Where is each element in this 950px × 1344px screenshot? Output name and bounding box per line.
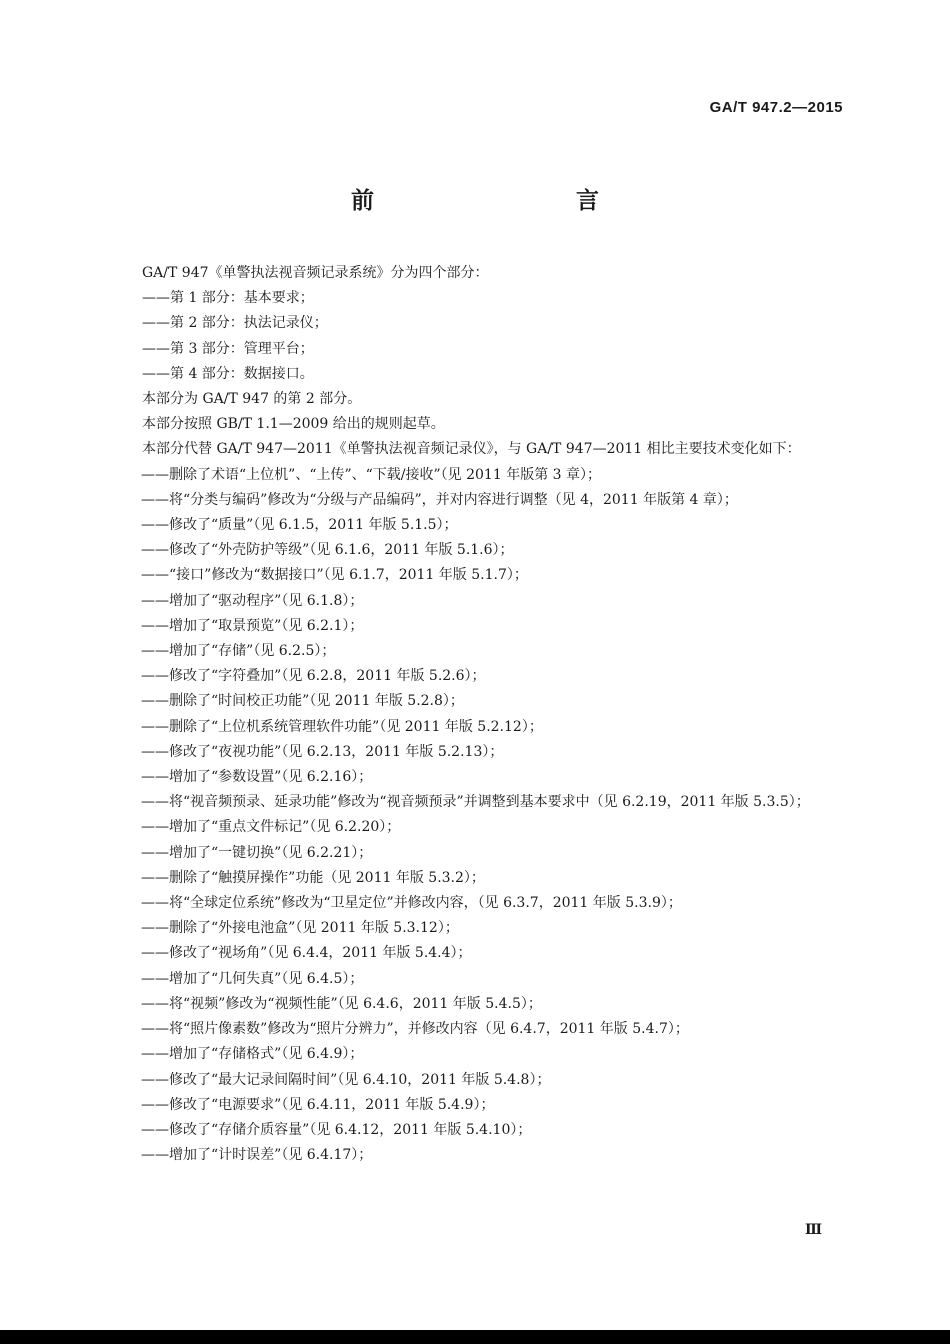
part-item: ——第 3 部分：管理平台； (142, 340, 314, 357)
change-item: ——修改了“字符叠加”（见 6.2.8，2011 年版 5.2.6）； (141, 668, 486, 685)
page-title: 前 言 (351, 188, 651, 214)
change-item: ——增加了“几何失真”（见 6.4.5）； (141, 970, 364, 987)
change-item: ——修改了“最大记录间隔时间”（见 6.4.10，2011 年版 5.4.8）； (141, 1071, 551, 1088)
document-code: GA/T 947.2—2015 (709, 99, 843, 116)
change-item: ——删除了“时间校正功能”（见 2011 年版 5.2.8）； (141, 693, 464, 710)
drafting-paragraph: 本部分按照 GB/T 1.1—2009 给出的规则起草。 (142, 416, 445, 433)
page-number: Ⅲ (804, 1223, 822, 1238)
preface-body (109, 261, 844, 1168)
scope-paragraph: 本部分为 GA/T 947 的第 2 部分。 (142, 391, 362, 408)
part-item: ——第 1 部分：基本要求； (142, 290, 314, 307)
intro-paragraph: GA/T 947《单警执法视音频记录系统》分为四个部分： (142, 265, 489, 281)
change-item: ——删除了术语“上位机”、“上传”、“下载/接收”（见 2011 年版第 3 章）； (141, 466, 601, 483)
change-item: ——修改了“视场角”（见 6.4.4，2011 年版 5.4.4）； (141, 945, 472, 962)
change-item: ——将“全球定位系统”修改为“卫星定位”并修改内容，（见 6.3.7，2011 年版 5.3.9）； (141, 895, 682, 912)
bottom-border-bar (0, 1330, 950, 1344)
change-item: ——将“分类与编码”修改为“分级与产品编码”，并对内容进行调整（见 4，2011 年版第 4 章）； (141, 491, 738, 508)
change-item: ——修改了“存储介质容量”（见 6.4.12，2011 年版 5.4.10）； (141, 1121, 532, 1138)
change-item: ——修改了“质量”（见 6.1.5，2011 年版 5.1.5）； (141, 517, 458, 534)
change-item: ——增加了“一键切换”（见 6.2.21）； (141, 844, 373, 861)
change-item: ——将“视音频预录、延录功能”修改为“视音频预录”并调整到基本要求中（见 6.2.19，2011 年版 5.3.5）； (141, 794, 810, 811)
change-item: ——将“视频”修改为“视频性能”（见 6.4.6，2011 年版 5.4.5）； (141, 995, 542, 1012)
change-item: ——删除了“上位机系统管理软件功能”（见 2011 年版 5.2.12）； (141, 718, 543, 735)
change-item: ——修改了“外壳防护等级”（见 6.1.6，2011 年版 5.1.6）； (141, 542, 514, 559)
change-item: ——增加了“取景预览”（见 6.2.1）； (141, 617, 364, 634)
change-item: ——增加了“参数设置”（见 6.2.16）； (141, 769, 373, 786)
change-item: ——修改了“夜视功能”（见 6.2.13，2011 年版 5.2.13）； (141, 743, 504, 760)
part-item: ——第 4 部分：数据接口。 (142, 365, 314, 382)
replacement-paragraph: 本部分代替 GA/T 947—2011《单警执法视音频记录仪》，与 GA/T 947—2011 相比主要技术变化如下： (142, 441, 801, 458)
change-item: ——增加了“存储”（见 6.2.5）； (141, 643, 336, 660)
change-item: ——删除了“外接电池盒”（见 2011 年版 5.3.12）； (141, 920, 459, 937)
change-item: ——增加了“驱动程序”（见 6.1.8）； (141, 592, 364, 609)
change-item: ——“接口”修改为“数据接口”（见 6.1.7，2011 年版 5.1.7）； (141, 567, 528, 584)
change-item: ——增加了“重点文件标记”（见 6.2.20）； (141, 819, 401, 836)
change-item: ——增加了“计时误差”（见 6.4.17）； (141, 1147, 373, 1164)
change-item: ——将“照片像素数”修改为“照片分辨力”，并修改内容（见 6.4.7，2011 年版 5.4.7）； (141, 1021, 689, 1038)
change-item: ——修改了“电源要求”（见 6.4.11，2011 年版 5.4.9）； (141, 1096, 495, 1113)
part-item: ——第 2 部分：执法记录仪； (142, 315, 328, 332)
change-item: ——增加了“存储格式”（见 6.4.9）； (141, 1046, 364, 1063)
change-item: ——删除了“触摸屏操作”功能（见 2011 年版 5.3.2）； (141, 869, 485, 886)
